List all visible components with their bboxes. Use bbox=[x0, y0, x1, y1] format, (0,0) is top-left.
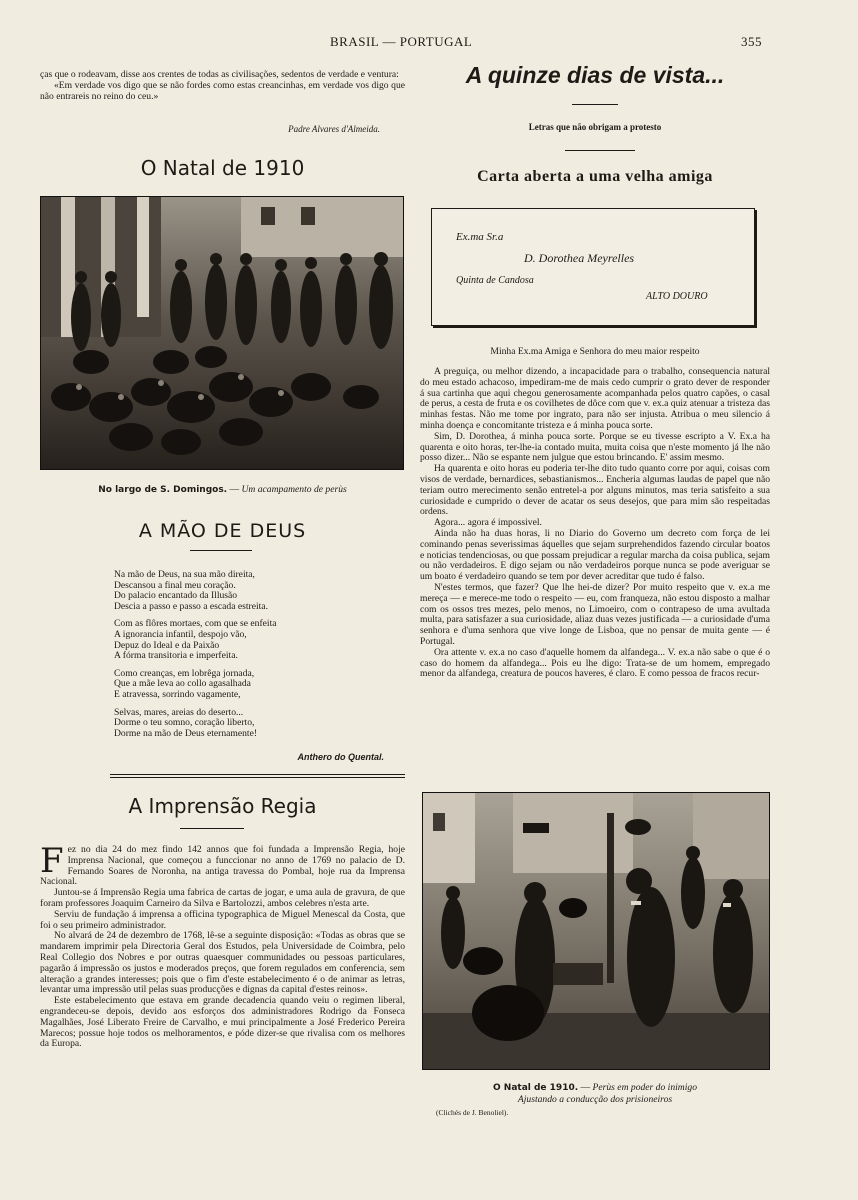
intro-signature: Padre Alvares d'Almeida. bbox=[288, 124, 380, 134]
letter-paragraph: Ora attente v. ex.a no caso d'aquelle homem da alfandega... V. ex.a não sabe o que é o caso do homem da alfandega... Pois eu lhe digo: Trata-se de um homem, empregado menor da alfandega, creatura de poucos haveres, é claro. E como pessoa de fracos recur- bbox=[420, 646, 770, 680]
poem-line: Com as flôres mortaes, com que se enfeita bbox=[114, 618, 277, 630]
address-region: ALTO DOURO bbox=[646, 291, 708, 302]
natal-title: O Natal de 1910 bbox=[140, 156, 305, 180]
photo2-caption-title: O Natal de 1910. bbox=[493, 1083, 579, 1093]
dropcap: F bbox=[40, 841, 64, 881]
letter-opening: Minha Ex.ma Amiga e Senhora do meu maior respeito bbox=[490, 346, 700, 357]
imprensa-title: A Imprensão Regia bbox=[128, 794, 317, 818]
poem-stanza bbox=[114, 669, 404, 701]
letter-paragraph: A preguiça, ou melhor dizendo, a incapacidade para o trabalho, consequencia natural do meu estado achacoso, impediram-me de mais cedo cumprir o grato dever de responder á sua cartinha que aqui chegou generosamente acompanhada pelos quatro capões, o casal de perus, a cesta de fruta e os covilhetes de dôce com que v. ex.a quiz atenuar a tristeza das minhas festas. Não me tome por ingrato, para não ser injusta. Atribua o meu silencio á minha doença e concomitante tristeza e á minha pouca sorte. bbox=[420, 366, 770, 431]
poem-body bbox=[114, 570, 404, 746]
letter-heading: Carta aberta a uma velha amiga bbox=[477, 168, 713, 185]
imprensa-title-rule bbox=[180, 828, 244, 829]
imprensa-text bbox=[40, 841, 405, 1050]
address-place: Quinta de Candosa bbox=[456, 275, 534, 286]
intro-text bbox=[40, 70, 405, 102]
right-subtitle: Letras que não obrigam a protesto bbox=[528, 122, 662, 132]
photo2-caption-text1: Perùs em poder do inimigo bbox=[592, 1082, 697, 1093]
imprensa-paragraph: Este estabelecimento que estava em grande decadencia quando veiu o regimen liberal, engrandeceu-se depois, devido aos esforços dos administradores Rodrigo da Fonseca Magalhães, José Liberato Freire de Carvalho, e mui principalmente a José Frederico Pereira Marecos; possue hoje todos os melhoramentos, e póde dizer-se que rivalisa com os melhores da Europa. bbox=[40, 995, 405, 1050]
intro-paragraph: ças que o rodeavam, disse aos crentes de todas as civilisações, sedentos de verdade e ventura: bbox=[40, 69, 399, 80]
subtitle-rule bbox=[565, 150, 635, 151]
poem-line: Descansou a final meu coração. bbox=[114, 579, 236, 591]
poem-line: Como creanças, em lobrêga jornada, bbox=[114, 667, 255, 679]
letter-paragraph: N'estes termos, que fazer? Que lhe hei-de dizer? Por muito respeito que v. ex.a me mereça — e merece-me todo o respeito — eu, com franqueza, não estou disposto a malhar com os ossos tres mezes, pelo menos, no Limoeiro, com o contrapeso de uma avultada multa, para satisfazer a sua curiosidade, aliaz duas vezes justificada — a curiosidade d'uma senhora e d'uma senhora que vive longe de Lisboa, que no pensar de muita gente — é Portugal. bbox=[420, 581, 770, 647]
poem-line: Dorme na mão de Deus eternamente! bbox=[114, 727, 258, 739]
poem-line: A ignorancia infantil, despojo vão, bbox=[114, 628, 247, 640]
running-header bbox=[0, 34, 858, 50]
poem-line: A fórma transitoria e imperfeita. bbox=[114, 650, 238, 662]
poem-line: Que a mãe leva ao collo agasalhada bbox=[114, 678, 251, 690]
photo1-caption-title: No largo de S. Domingos. bbox=[98, 485, 228, 495]
section-divider bbox=[110, 777, 405, 778]
poem-line: Dorme o teu somno, coração liberto, bbox=[114, 717, 255, 729]
poem-author: Anthero do Quental. bbox=[297, 752, 384, 762]
poem-stanza bbox=[114, 619, 404, 661]
imprensa-paragraph: Serviu de fundação á imprensa a officina typographica de Miguel Menescal da Costa, que foi o seu primeiro administrador. bbox=[40, 908, 405, 931]
poem-title-rule bbox=[190, 550, 252, 551]
title-rule bbox=[572, 104, 618, 105]
journal-title: BRASIL — PORTUGAL bbox=[330, 34, 473, 49]
address-box bbox=[431, 208, 755, 326]
letter-paragraph: Ha quarenta e oito horas eu poderia ter-lhe dito tudo quanto corre por aqui, coisas com visos de verdade, bernardices, sebastianismos... Encheria algumas laudas de papel que não teriam outro merecimento senão entretel-a por alguns minutos, mas teria satisfeito a sua curiosidade e cumprido o dever de acatar os seus desejos, que para mim são respeitadas ordens. bbox=[420, 463, 770, 518]
poem-stanza bbox=[114, 708, 404, 740]
photo2-caption bbox=[422, 1082, 768, 1093]
photo2-caption-line2: Ajustando a conducção dos prisioneiros bbox=[517, 1094, 673, 1105]
letter-paragraph: Ainda não ha duas horas, li no Diario do Governo um decreto com força de lei cominando penas severissimas áquelles que sejam surprehendidos fazendo circular boatos e noticias tendenciosas, ou que possam prejudicar a regular marcha da coisa publica, sejam ou não verdadeiros. E digo sejam ou não verdadeiros porque nunca se pode averiguar se um boato é verdadeiro quando se tem por dever acreditar que tudo é falso. bbox=[420, 527, 770, 583]
poem-line: Do palacio encantado da Illusão bbox=[114, 590, 238, 602]
photo1-caption-text: Um acampamento de perùs bbox=[241, 484, 347, 495]
address-name: D. Dorothea Meyrelles bbox=[524, 251, 635, 265]
photo2-caption-dash: — bbox=[578, 1082, 593, 1093]
letter-paragraph: Agora... agora é impossivel. bbox=[434, 517, 542, 529]
letter-paragraph: Sim, D. Dorothea, á minha pouca sorte. Porque se eu tivesse escripto a V. Ex.a ha quarenta e oito horas, ter-lhe-ia contado muita, muita coisa que n'este momento já lhe não posso dizer... Não se espante nem julgue que estou brincando. E' assim mesmo. bbox=[420, 430, 770, 464]
imprensa-paragraph: ez no dia 24 do mez findo 142 annos que foi fundada a Imprensão Regia, hoje Imprensa Nacional, que começou a funccionar no anno de 1769 no palacio de D. Fernando Soares de Noronha, na antiga travessa do Pombal, hoje rua da Imprensa Nacional. bbox=[40, 844, 405, 888]
poem-line: Descia a passo e passo a escada estreita. bbox=[114, 600, 268, 612]
address-salutation: Ex.ma Sr.a bbox=[456, 231, 504, 243]
intro-paragraph: «Em verdade vos digo que se não fordes como estas creancinhas, em verdade vos digo que não entrareis no reino do ceu.» bbox=[40, 79, 405, 102]
section-divider bbox=[110, 774, 405, 775]
photo-turkey-vendor bbox=[422, 792, 770, 1070]
poem-line: Na mão de Deus, na sua mão direita, bbox=[114, 569, 255, 580]
poem-line: Depuz do Ideal e da Paixão bbox=[114, 639, 220, 651]
photo-turkey-camp bbox=[40, 196, 404, 470]
imprensa-paragraph: No alvará de 24 de dezembro de 1768, lê-se a seguinte disposição: «Todas as obras que se mandarem imprimir pela Directoria Geral dos Estudos, pela Universidade de Coimbra, pelo Real Collegio dos Nobres e por outras quaesquer communidades ou pessoas particulares, pagarão á impressão os justos e moderados preços, que forem regulados em conferencia, sem alteração a grandes interesses; pois que o fim d'este estabelecimento é o de animar as letras, levantar uma impressão util pelas suas producções e dignas da capital d'estes reinos». bbox=[40, 930, 405, 996]
right-title: A quinze dias de vista... bbox=[465, 62, 725, 88]
photo-credit: (Clichés de J. Benoliel). bbox=[436, 1108, 509, 1117]
photo1-caption-dash: — bbox=[227, 484, 242, 495]
photo-turkey-camp-image bbox=[41, 197, 403, 469]
letter-body bbox=[420, 367, 770, 680]
poem-line: E atravessa, sorrindo vagamente, bbox=[114, 688, 241, 700]
poem-stanza bbox=[114, 570, 404, 612]
photo1-caption bbox=[40, 484, 405, 495]
imprensa-paragraph: Juntou-se á Imprensão Regia uma fabrica de cartas de jogar, e uma aula de gravura, de que foram professores Joaquim Carneiro da Silva e Bartolozzi, ambos celebres n'esta arte. bbox=[40, 887, 405, 909]
poem-line: Selvas, mares, areias do deserto... bbox=[114, 706, 244, 718]
page-number: 355 bbox=[741, 34, 762, 49]
photo-turkey-vendor-image bbox=[423, 793, 769, 1069]
poem-title: A MÃO DE DEUS bbox=[138, 520, 307, 542]
